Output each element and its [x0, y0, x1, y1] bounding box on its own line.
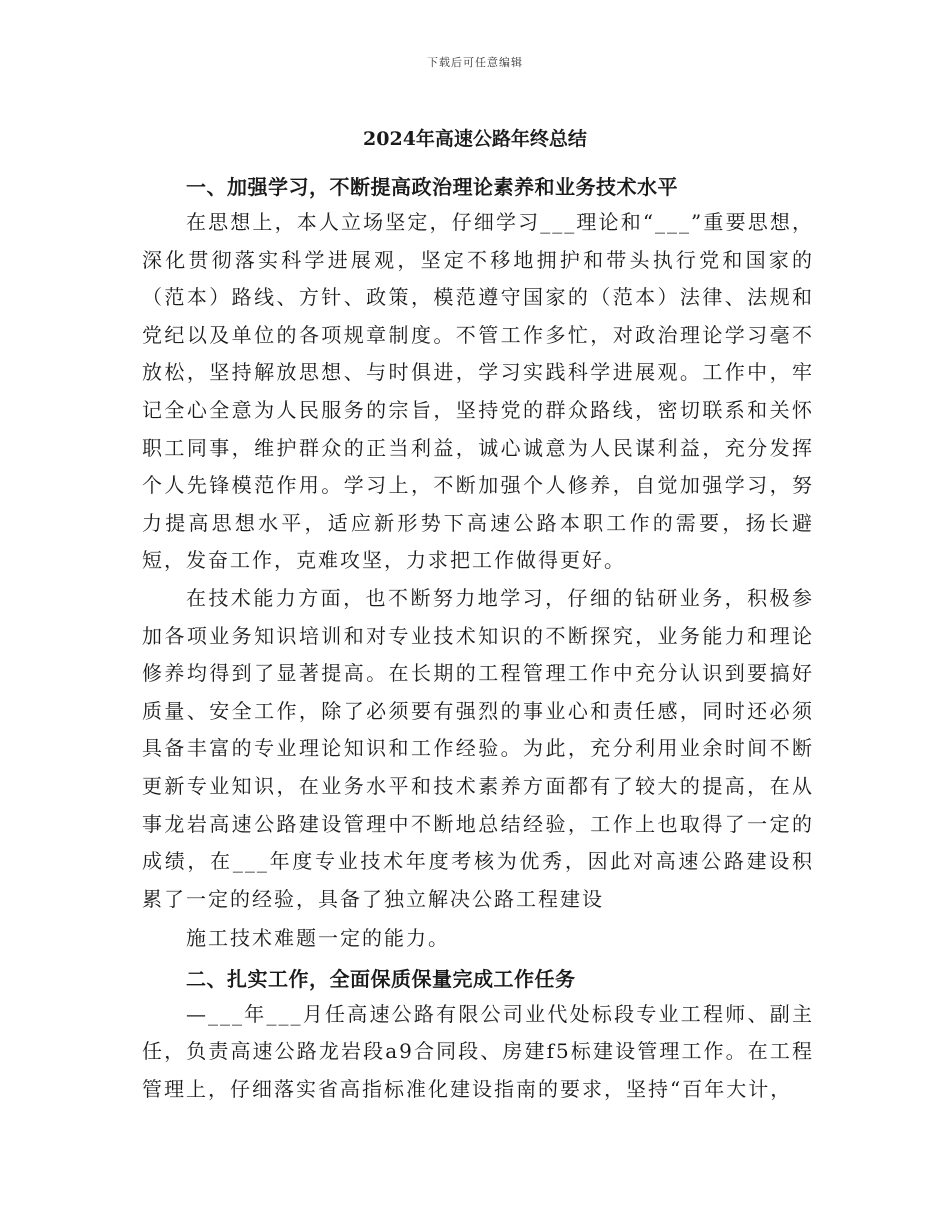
paragraph: —___年___月任高速公路有限公司业代处标段专业工程师、副主任，负责高速公路龙岩段a9合同段、房建f5标建设管理工作。在工程管理上，仔细落实省高指标准化建设指南的要求，坚持“百年大计，	[142, 1001, 814, 1102]
document-body	[142, 170, 814, 1109]
document-title: 2024年高速公路年终总结	[363, 128, 587, 150]
section-heading-2: 二、扎实工作，全面保质保量完成工作任务	[186, 966, 576, 991]
paragraph: 施工技术难题一定的能力。	[186, 926, 450, 951]
section-heading-1: 一、加强学习，不断提高政治理论素养和业务技术水平	[186, 175, 678, 199]
page-header-note: 下载后可任意编辑	[427, 56, 523, 69]
paragraph: 在技术能力方面，也不断努力地学习，仔细的钻研业务，积极参加各项业务知识培训和对专业技术知识的不断探究，业务能力和理论修养均得到了显著提高。在长期的工程管理工作中充分认识到要搞好质量、安全工作，除了必须要有强烈的事业心和责任感，同时还必须具备丰富的专业理论知识和工作经验。为此，充分利用业余时间不断更新专业知识，在业务水平和技术素养方面都有了较大的提高，在从事龙岩高速公路建设管理中不断地总结经验，工作上也取得了一定的成绩，在___年度专业技术年度考核为优秀，因此对高速公路建设积累了一定的经验，具备了独立解决公路工程建设	[142, 585, 814, 911]
paragraph: 在思想上，本人立场坚定，仔细学习___理论和“___”重要思想，深化贯彻落实科学进展观，坚定不移地拥护和带头执行党和国家的（范本）路线、方针、政策，模范遵守国家的（范本）法律、法规和党纪以及单位的各项规章制度。不管工作多忙，对政治理论学习毫不放松，坚持解放思想、与时俱进，学习实践科学进展观。工作中，牢记全心全意为人民服务的宗旨，坚持党的群众路线，密切联系和关怀职工同事，维护群众的正当利益，诚心诚意为人民谋利益，充分发挥个人先锋模范作用。学习上，不断加强个人修养，自觉加强学习，努力提高思想水平，适应新形势下高速公路本职工作的需要，扬长避短，发奋工作，克难攻坚，力求把工作做得更好。	[142, 210, 814, 573]
